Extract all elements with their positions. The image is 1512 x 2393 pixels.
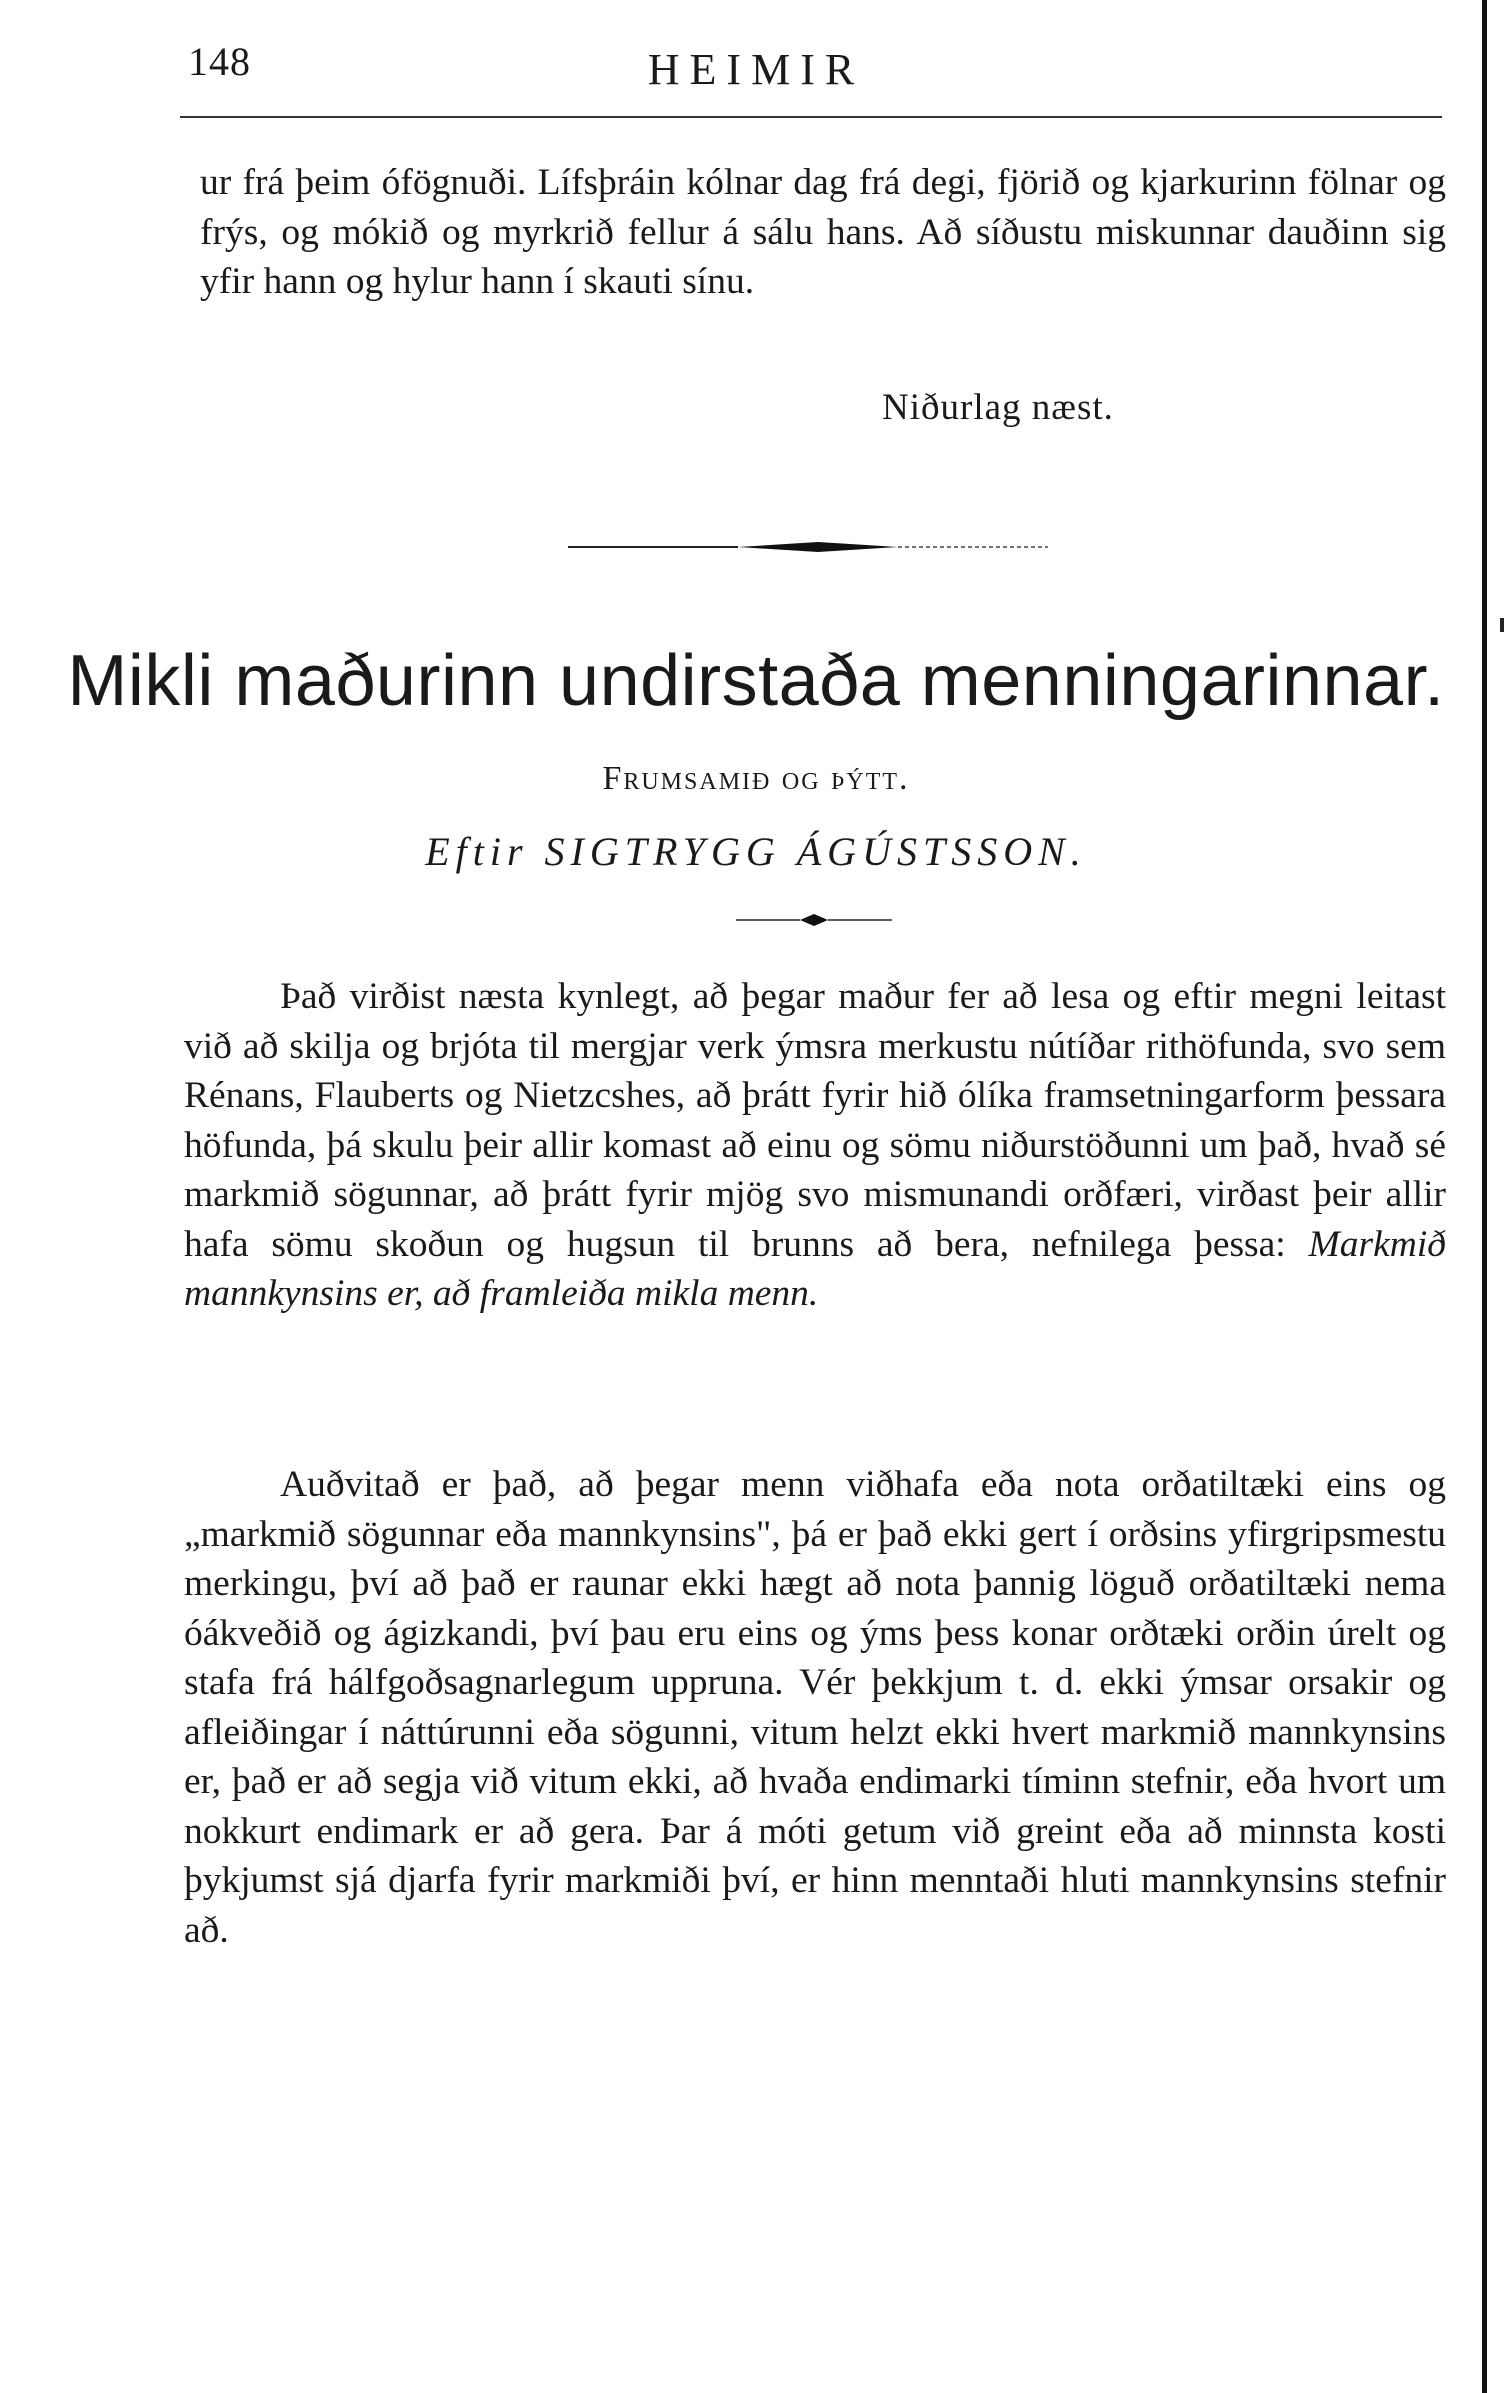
paragraph-1-text: Það virðist næsta kynlegt, að þegar maður fer að lesa og eftir megni leitast við að skilja og brjóta til mergjar verk ýmsra merkustu nútíðar rithöfunda, svo sem Rénans, Flauberts og Nietzcshes, að þrátt fyrir hið ólíka framsetningarform þessara höfunda, þá skulu þeir allir komast að einu og sömu niðurstöðunni um það, hvað sé markmið sögunnar, að þrátt fyrir mjög svo mismunandi orðfæri, virðast þeir allir hafa sömu skoðun og hugsun til brunns að bera, nefnilega þessa: (184, 976, 1446, 1265)
previous-article-closing-paragraph: ur frá þeim ófögnuði. Lífsþráin kólnar dag frá degi, fjörið og kjarkurinn fölnar og frýs, og mókið og myrkrið fellur á sálu hans. Að síðustu miskunnar dauðinn sig yfir hann og hylur hann í skauti sínu. (200, 162, 1446, 302)
running-head: HEIMIR (647, 45, 865, 94)
page-edge-mark (1500, 618, 1504, 632)
article-subtitle: Frumsamið og þýtt. (602, 760, 910, 797)
article-paragraph-1 (184, 972, 1446, 1319)
section-divider-ornament (568, 538, 1048, 556)
article-paragraph-2: Auðvitað er það, að þegar menn viðhafa eða nota orðatiltæki eins og „markmið sögunnar eða mannkynsins", þá er það ekki gert í orðsins yfirgripsmestu merkingu, því að það er raunar ekki hægt að nota þannig löguð orðatiltæki nema óákveðið og ágizkandi, því þau eru eins og ýms þess konar orðtæki orðin úrelt og stafa frá hálfgoðsagnarlegum uppruna. Vér þekkjum t. d. ekki ýmsar orsakir og afleiðingar í náttúrunni eða sögunni, vitum helzt ekki hvert markmið mannkynsins er, það er að segja við vitum ekki, að hvaða endimarki tíminn stefnir, eða hvort um nokkurt endimark er að gera. Þar á móti getum við greint eða að minnsta kosti þykjumst sjá djarfa fyrir markmiði því, er hinn menntaði hluti mannkynsins stefnir að. (184, 1464, 1446, 1951)
paragraph-1-thesis: Markmið mannkynsins er, að framleiða mikla menn. (184, 1223, 1446, 1314)
page-number: 148 (188, 39, 251, 84)
article-byline: Eftir SIGTRYGG ÁGÚSTSSON. (425, 829, 1087, 874)
page-edge-border (1482, 0, 1487, 2393)
header-rule (180, 116, 1442, 118)
byline-divider-ornament (736, 910, 892, 930)
continuation-note: Niðurlag næst. (882, 387, 1114, 428)
article-title: Mikli maðurinn undirstaða menningarinnar. (67, 641, 1445, 721)
